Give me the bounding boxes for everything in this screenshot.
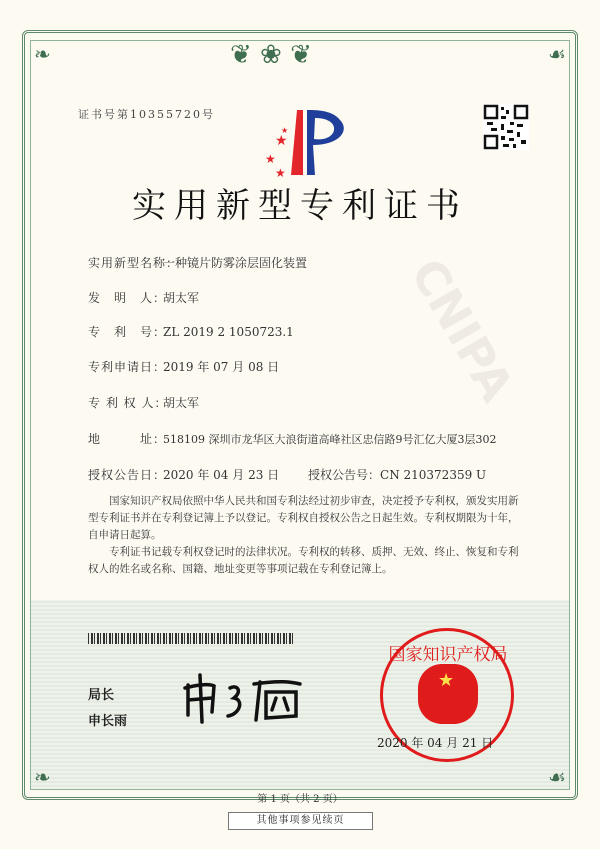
statement-paragraph: 国家知识产权局依照中华人民共和国专利法经过初步审查，决定授予专利权，颁发实用新型专利证书并在专利登记簿上予以登记。专利权自授权公告之日起生效。专利权期限为十年，自申请日起算。	[88, 495, 519, 541]
field-label: 专 利 号：	[88, 325, 167, 339]
certificate-statement	[88, 493, 528, 578]
field-value: 2020 年 04 月 23 日	[163, 468, 280, 482]
qr-code-icon	[483, 104, 529, 150]
field-label: 专利申请日：	[88, 360, 167, 374]
svg-text:★: ★	[275, 166, 286, 180]
field-value: CN 210372359 U	[380, 468, 487, 482]
field-value: 2019 年 07 月 08 日	[163, 360, 280, 374]
field-announcement-number	[308, 466, 486, 483]
field-patentee	[88, 394, 199, 411]
corner-ornament-icon: ❧	[34, 765, 51, 789]
field-address	[88, 430, 496, 447]
statement-paragraph: 专利证书记载专利权登记时的法律状况。专利权的转移、质押、无效、终止、恢复和专利权人的姓名或名称、国籍、地址变更等事项记载在专利登记簿上。	[88, 546, 519, 575]
cnipa-logo-icon	[255, 105, 355, 180]
field-patent-number	[88, 323, 294, 340]
field-label: 授权公告日：	[88, 468, 167, 482]
field-value: 518109 深圳市龙华区大浪街道高峰社区忠信路9号汇亿大厦3层302	[163, 433, 497, 446]
svg-text:★: ★	[281, 126, 289, 135]
seal-date: 2020 年 04 月 21 日	[377, 736, 494, 750]
svg-text:★: ★	[275, 133, 288, 149]
field-value: ZL 2019 2 1050723.1	[163, 325, 294, 339]
page-title: 实用新型专利证书	[132, 186, 468, 226]
signatory-title: 局长	[88, 688, 115, 703]
field-value: 胡太军	[163, 291, 200, 305]
watermark: CNIPA	[400, 249, 525, 411]
certificate-number: 证书号第10355720号	[78, 108, 215, 121]
field-label: 发 明 人：	[88, 291, 167, 305]
field-value: 胡太军	[163, 396, 200, 410]
field-label: 专 利 权 人：	[88, 396, 168, 410]
signature-icon	[180, 670, 315, 725]
star-icon: ★	[438, 670, 455, 691]
corner-ornament-icon: ☙	[548, 42, 566, 66]
field-utility-model-name	[88, 254, 307, 271]
barcode	[88, 633, 293, 644]
corner-ornament-icon: ❧	[34, 42, 51, 66]
field-inventor	[88, 289, 199, 306]
field-label: 授权公告号：	[308, 468, 381, 482]
top-ornament-icon: ❦ ❀ ❦	[230, 40, 312, 70]
field-application-date	[88, 358, 279, 375]
continued-note: 其他事项参见续页	[228, 812, 373, 830]
field-label: 实用新型名称：	[88, 256, 180, 270]
field-value: 一种镜片防雾涂层固化装置	[163, 256, 308, 270]
page-info: 第 1 页（共 2 页）	[257, 794, 343, 805]
field-label: 地 址：	[88, 432, 167, 446]
signatory-name: 申长雨	[88, 714, 128, 729]
corner-ornament-icon: ☙	[548, 765, 566, 789]
svg-text:★: ★	[265, 152, 276, 166]
seal-text: 国家知识产权局	[388, 645, 508, 665]
field-grant-date	[88, 466, 279, 483]
